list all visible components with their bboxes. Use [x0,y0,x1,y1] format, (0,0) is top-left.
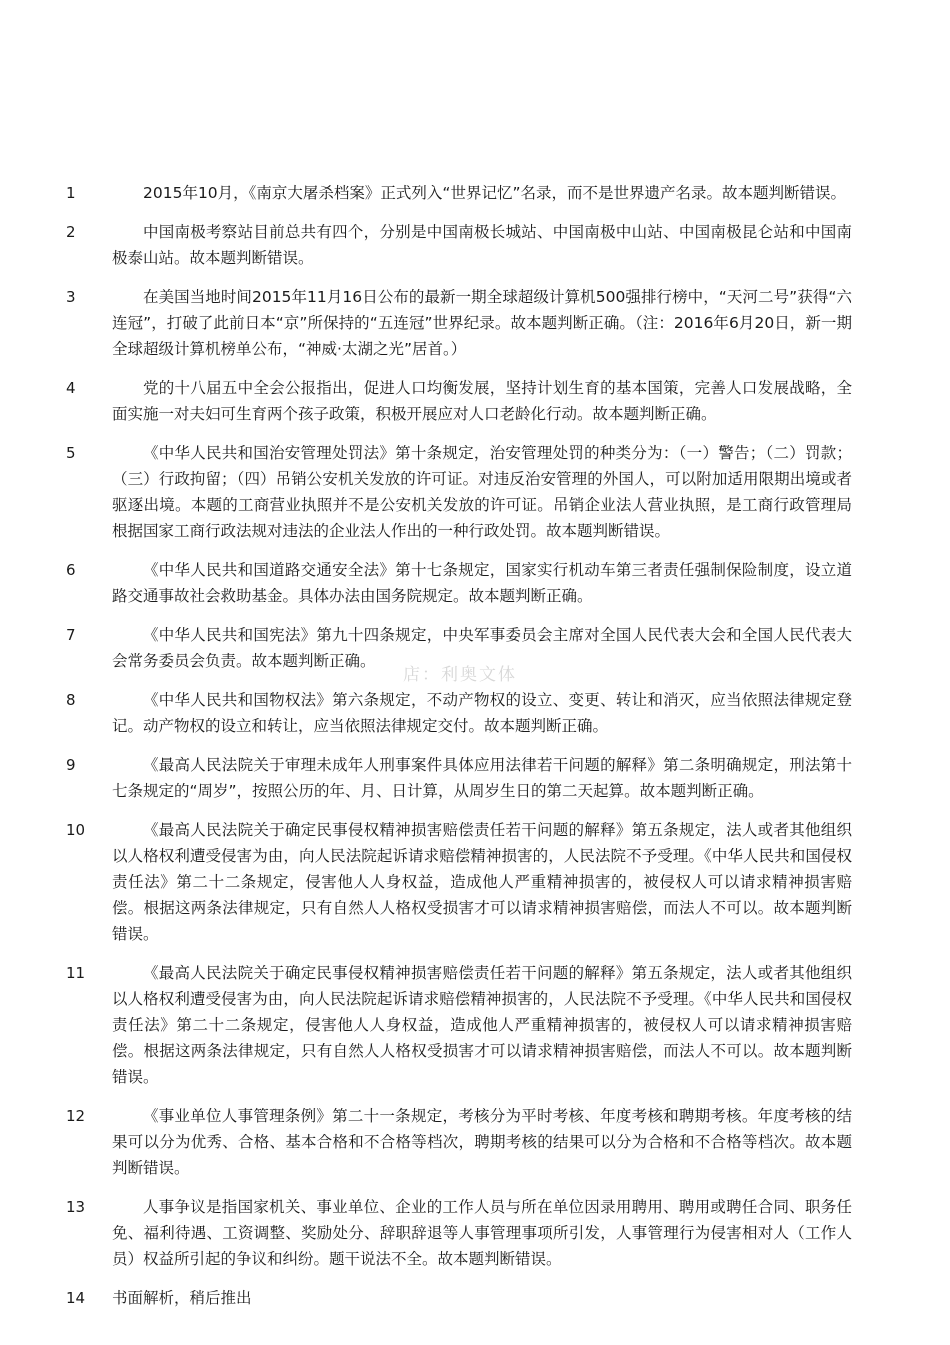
item-text: 《事业单位人事管理条例》第二十一条规定，考核分为平时考核、年度考核和聘期考核。年度考核的结果可以分为优秀、合格、基本合格和不合格等档次，聘期考核的结果可以分为合格和不合格等档次。故本题判断错误。 [112,1107,852,1177]
item-number: 14 [66,1289,86,1307]
answer-item [66,219,856,271]
item-number: 4 [66,379,76,397]
item-text: 党的十八届五中全会公报指出，促进人口均衡发展，坚持计划生育的基本国策，完善人口发展战略，全面实施一对夫妇可生育两个孩子政策，积极开展应对人口老龄化行动。故本题判断正确。 [112,379,852,423]
item-number: 8 [66,691,76,709]
answer-item [66,375,856,427]
item-text: 《中华人民共和国道路交通安全法》第十七条规定，国家实行机动车第三者责任强制保险制度，设立道路交通事故社会救助基金。具体办法由国务院规定。故本题判断正确。 [112,561,852,605]
item-number: 3 [66,288,76,306]
answer-item [66,1285,856,1311]
item-number: 12 [66,1107,86,1125]
item-text: 中国南极考察站目前总共有四个，分别是中国南极长城站、中国南极中山站、中国南极昆仑站和中国南极泰山站。故本题判断错误。 [112,223,852,267]
item-text: 《中华人民共和国治安管理处罚法》第十条规定，治安管理处罚的种类分为：（一）警告；（二）罚款；（三）行政拘留；（四）吊销公安机关发放的许可证。对违反治安管理的外国人，可以附加适用限期出境或者驱逐出境。本题的工商营业执照并不是公安机关发放的许可证。吊销企业法人营业执照，是工商行政管理局根据国家工商行政法规对违法的企业法人作出的一种行政处罚。故本题判断错误。 [112,444,852,540]
item-text: 人事争议是指国家机关、事业单位、企业的工作人员与所在单位因录用聘用、聘用或聘任合同、职务任免、福利待遇、工资调整、奖励处分、辞职辞退等人事管理事项所引发，人事管理行为侵害相对人（工作人员）权益所引起的争议和纠纷。题干说法不全。故本题判断错误。 [112,1198,852,1268]
item-number: 2 [66,223,76,241]
answer-item [66,284,856,362]
answer-item [66,1103,856,1181]
answer-item [66,960,856,1090]
answer-item [66,557,856,609]
item-number: 1 [66,184,76,202]
item-text: 《中华人民共和国宪法》第九十四条规定，中央军事委员会主席对全国人民代表大会和全国人民代表大会常务委员会负责。故本题判断正确。 [112,626,852,670]
answer-item [66,752,856,804]
answer-item [66,440,856,544]
item-number: 9 [66,756,76,774]
item-text: 《中华人民共和国物权法》第六条规定，不动产物权的设立、变更、转让和消灭，应当依照法律规定登记。动产物权的设立和转让，应当依照法律规定交付。故本题判断正确。 [112,691,852,735]
answer-item [66,687,856,739]
item-text: 《最高人民法院关于确定民事侵权精神损害赔偿责任若干问题的解释》第五条规定，法人或者其他组织以人格权利遭受侵害为由，向人民法院起诉请求赔偿精神损害的，人民法院不予受理。《中华人民共和国侵权责任法》第二十二条规定，侵害他人人身权益，造成他人严重精神损害的，被侵权人可以请求精神损害赔偿。根据这两条法律规定，只有自然人人格权受损害才可以请求精神损害赔偿，而法人不可以。故本题判断错误。 [112,964,852,1086]
item-text: 书面解析，稍后推出 [112,1289,252,1307]
item-text: 《最高人民法院关于确定民事侵权精神损害赔偿责任若干问题的解释》第五条规定，法人或者其他组织以人格权利遭受侵害为由，向人民法院起诉请求赔偿精神损害的，人民法院不予受理。《中华人民共和国侵权责任法》第二十二条规定，侵害他人人身权益，造成他人严重精神损害的，被侵权人可以请求精神损害赔偿。根据这两条法律规定，只有自然人人格权受损害才可以请求精神损害赔偿，而法人不可以。故本题判断错误。 [112,821,852,943]
answer-item [66,1194,856,1272]
item-text: 在美国当地时间2015年11月16日公布的最新一期全球超级计算机500强排行榜中，“天河二号”获得“六连冠”，打破了此前日本“京”所保持的“五连冠”世界纪录。故本题判断正确。（注：2016年6月20日，新一期全球超级计算机榜单公布，“神威·太湖之光”居首。） [112,288,852,358]
item-number: 5 [66,444,76,462]
item-number: 13 [66,1198,86,1216]
answer-item [66,180,856,206]
watermark: 店：利奥文体 [403,665,517,685]
item-number: 10 [66,821,86,839]
item-number: 6 [66,561,76,579]
item-number: 7 [66,626,76,644]
item-number: 11 [66,964,86,982]
answer-item [66,817,856,947]
answer-list [66,180,856,1324]
item-text: 《最高人民法院关于审理未成年人刑事案件具体应用法律若干问题的解释》第二条明确规定，刑法第十七条规定的“周岁”，按照公历的年、月、日计算，从周岁生日的第二天起算。故本题判断正确。 [112,756,852,800]
item-text: 2015年10月，《南京大屠杀档案》正式列入“世界记忆”名录，而不是世界遗产名录。故本题判断错误。 [143,184,846,202]
